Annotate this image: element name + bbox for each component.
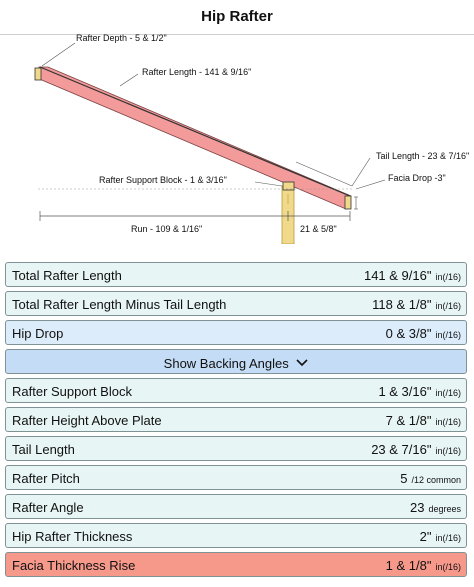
row-label: Rafter Support Block bbox=[12, 384, 132, 399]
row-value: 23 & 7/16" bbox=[371, 442, 432, 457]
row-label: Tail Length bbox=[12, 442, 75, 457]
row-value: 1 & 1/8" bbox=[385, 558, 432, 573]
row-value: 1 & 3/16" bbox=[378, 384, 432, 399]
row-total-rafter-length-minus-tail bbox=[5, 291, 467, 316]
row-label: Rafter Height Above Plate bbox=[12, 413, 162, 428]
row-tail-length bbox=[5, 436, 467, 461]
row-rafter-angle bbox=[5, 494, 467, 519]
row-unit: in(/16) bbox=[435, 330, 461, 340]
title-bar bbox=[0, 0, 474, 35]
row-unit: in(/16) bbox=[435, 446, 461, 456]
row-rafter-pitch bbox=[5, 465, 467, 490]
support-block bbox=[283, 182, 294, 190]
row-value: 7 & 1/8" bbox=[385, 413, 432, 428]
row-unit: in(/16) bbox=[435, 301, 461, 311]
row-label: Total Rafter Length Minus Tail Length bbox=[12, 297, 227, 312]
overhang-label: 21 & 5/8" bbox=[300, 224, 337, 234]
rafter-depth-label: Rafter Depth - 5 & 1/2" bbox=[76, 34, 167, 43]
show-backing-angles-button[interactable] bbox=[5, 349, 467, 374]
row-unit: in(/16) bbox=[435, 562, 461, 572]
row-unit: in(/16) bbox=[435, 388, 461, 398]
row-label: Total Rafter Length bbox=[12, 268, 122, 283]
support-block-label: Rafter Support Block - 1 & 3/16" bbox=[99, 175, 227, 185]
row-hip-drop bbox=[5, 320, 467, 345]
row-value: 141 & 9/16" bbox=[363, 268, 432, 283]
chevron-down-icon bbox=[296, 355, 308, 370]
row-value: 5 bbox=[400, 471, 408, 486]
hip-rafter-diagram bbox=[0, 34, 474, 244]
page-title: Hip Rafter bbox=[201, 8, 273, 25]
row-label: Hip Drop bbox=[12, 326, 64, 341]
rafter-length-label: Rafter Length - 141 & 9/16" bbox=[142, 67, 252, 77]
row-unit: in(/16) bbox=[435, 533, 461, 543]
row-label: Hip Rafter Thickness bbox=[12, 529, 133, 544]
row-unit: in(/16) bbox=[435, 272, 461, 282]
show-backing-angles-label: Show Backing Angles bbox=[163, 356, 289, 371]
run-label: Run - 109 & 1/16" bbox=[131, 224, 203, 234]
facia-drop-label: Facia Drop -3" bbox=[388, 173, 446, 183]
row-unit: in(/16) bbox=[435, 417, 461, 427]
row-rafter-height-above-plate bbox=[5, 407, 467, 432]
tail-length-label: Tail Length - 23 & 7/16" bbox=[376, 151, 470, 161]
row-unit: degrees bbox=[428, 504, 461, 514]
row-hip-rafter-thickness bbox=[5, 523, 467, 548]
row-label: Rafter Pitch bbox=[12, 471, 80, 486]
row-rafter-support-block bbox=[5, 378, 467, 403]
hip-rafter-body bbox=[37, 67, 351, 209]
row-value: 2" bbox=[419, 529, 432, 544]
row-label: Facia Thickness Rise bbox=[12, 558, 136, 573]
row-value: 118 & 1/8" bbox=[372, 297, 432, 312]
row-facia-thickness-rise bbox=[5, 552, 467, 577]
row-value: 0 & 3/8" bbox=[385, 326, 432, 341]
fascia-board bbox=[345, 196, 351, 209]
row-unit: /12 common bbox=[411, 475, 461, 485]
row-label: Rafter Angle bbox=[12, 500, 84, 515]
rafter-top-block bbox=[35, 68, 41, 80]
row-value: 23 bbox=[410, 500, 425, 515]
row-total-rafter-length bbox=[5, 262, 467, 287]
